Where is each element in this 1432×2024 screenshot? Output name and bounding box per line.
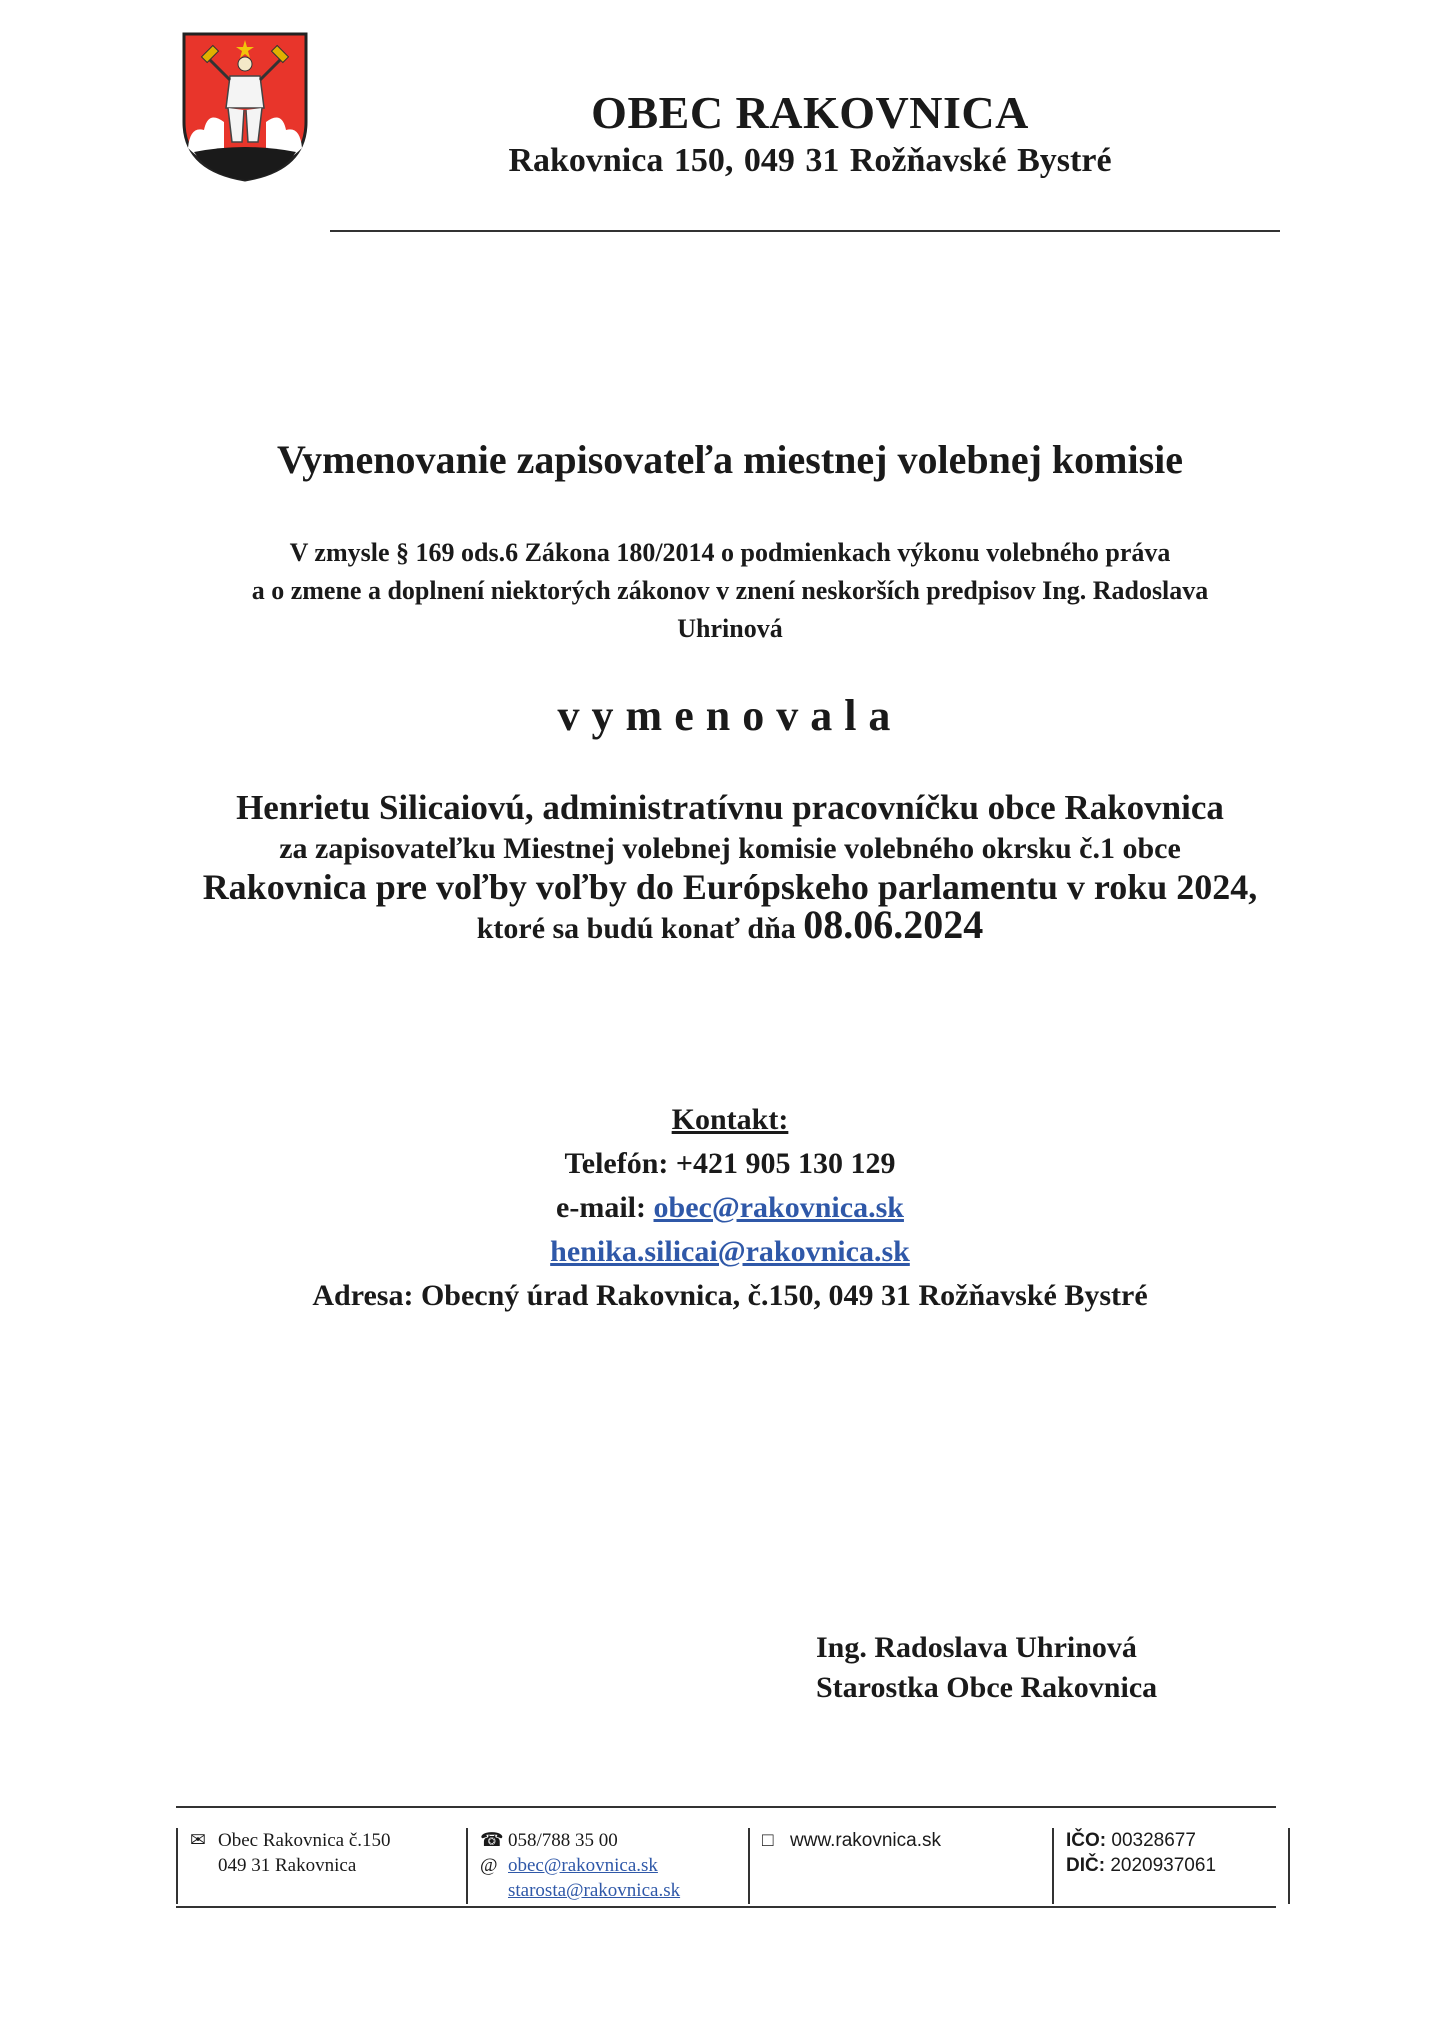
signatory-role: Starostka Obce Rakovnica	[816, 1671, 1158, 1704]
ico-value: 00328677	[1111, 1830, 1196, 1851]
email-link-henika[interactable]: henika.silicai@rakovnica.sk	[550, 1235, 910, 1268]
signature-block	[816, 1628, 1157, 1708]
footer-phone: 058/788 35 00	[508, 1830, 618, 1851]
email-label: e-mail:	[556, 1191, 647, 1224]
footer-website[interactable]: www.rakovnica.sk	[790, 1830, 941, 1851]
election-date: 08.06.2024	[803, 902, 984, 947]
address-label: Adresa:	[312, 1279, 414, 1312]
municipality-address: Rakovnica 150, 049 31 Rožňavské Bystré	[508, 142, 1112, 179]
legal-basis-line: a o zmene a doplnení niektorých zákonov v znení neskorších predpisov Ing. Radoslava	[251, 576, 1209, 605]
footer-postal	[176, 1828, 468, 1904]
footer-ids	[1052, 1828, 1290, 1904]
appointment-paragraph	[140, 786, 1320, 948]
letterhead-footer	[176, 1828, 1276, 1908]
appointment-verb: vymenovala	[557, 691, 903, 740]
header-divider	[330, 230, 1280, 232]
role-line: Rakovnica pre voľby voľby do Európskeho parlamentu v roku 2024,	[202, 867, 1258, 907]
footer-postal-line2: 049 31 Rakovnica	[218, 1855, 357, 1876]
at-sign-icon: @	[480, 1855, 498, 1876]
telephone-icon: ☎	[480, 1830, 504, 1851]
signatory-name: Ing. Radoslava Uhrinová	[816, 1631, 1137, 1664]
legal-basis-paragraph	[140, 534, 1320, 648]
computer-icon: □	[762, 1830, 774, 1851]
envelope-icon: ✉	[190, 1830, 206, 1851]
date-prefix: ktoré sa budú konať dňa	[476, 912, 796, 945]
municipality-name: OBEC RAKOVNICA	[591, 87, 1029, 138]
phone-label: Telefón:	[564, 1147, 669, 1180]
footer-web	[748, 1828, 1048, 1904]
contact-block	[200, 1098, 1260, 1318]
dic-label: DIČ:	[1066, 1855, 1106, 1876]
dic-value: 2020937061	[1110, 1855, 1217, 1876]
ico-label: IČO:	[1066, 1830, 1107, 1851]
legal-basis-line: Uhrinová	[677, 614, 783, 643]
footer-divider	[176, 1806, 1276, 1808]
office-address: Obecný úrad Rakovnica, č.150, 049 31 Rožňavské Bystré	[420, 1279, 1148, 1312]
coat-of-arms-logo	[180, 30, 310, 182]
contact-heading: Kontakt:	[671, 1103, 789, 1136]
footer-postal-line1: Obec Rakovnica č.150	[218, 1830, 391, 1851]
footer-email-starosta[interactable]: starosta@rakovnica.sk	[508, 1880, 681, 1901]
footer-email-obec[interactable]: obec@rakovnica.sk	[508, 1855, 658, 1876]
phone-number: +421 905 130 129	[675, 1147, 896, 1180]
legal-basis-line: V zmysle § 169 ods.6 Zákona 180/2014 o podmienkach výkonu volebného práva	[289, 538, 1171, 567]
role-line: za zapisovateľku Miestnej volebnej komisie volebného okrsku č.1 obce	[279, 832, 1181, 865]
footer-phone-email	[466, 1828, 750, 1904]
email-link-obec[interactable]: obec@rakovnica.sk	[653, 1191, 904, 1224]
document-title: Vymenovanie zapisovateľa miestnej volebnej komisie	[276, 437, 1184, 482]
appointee-line: Henrietu Silicaiovú, administratívnu pracovníčku obce Rakovnica	[236, 788, 1224, 827]
